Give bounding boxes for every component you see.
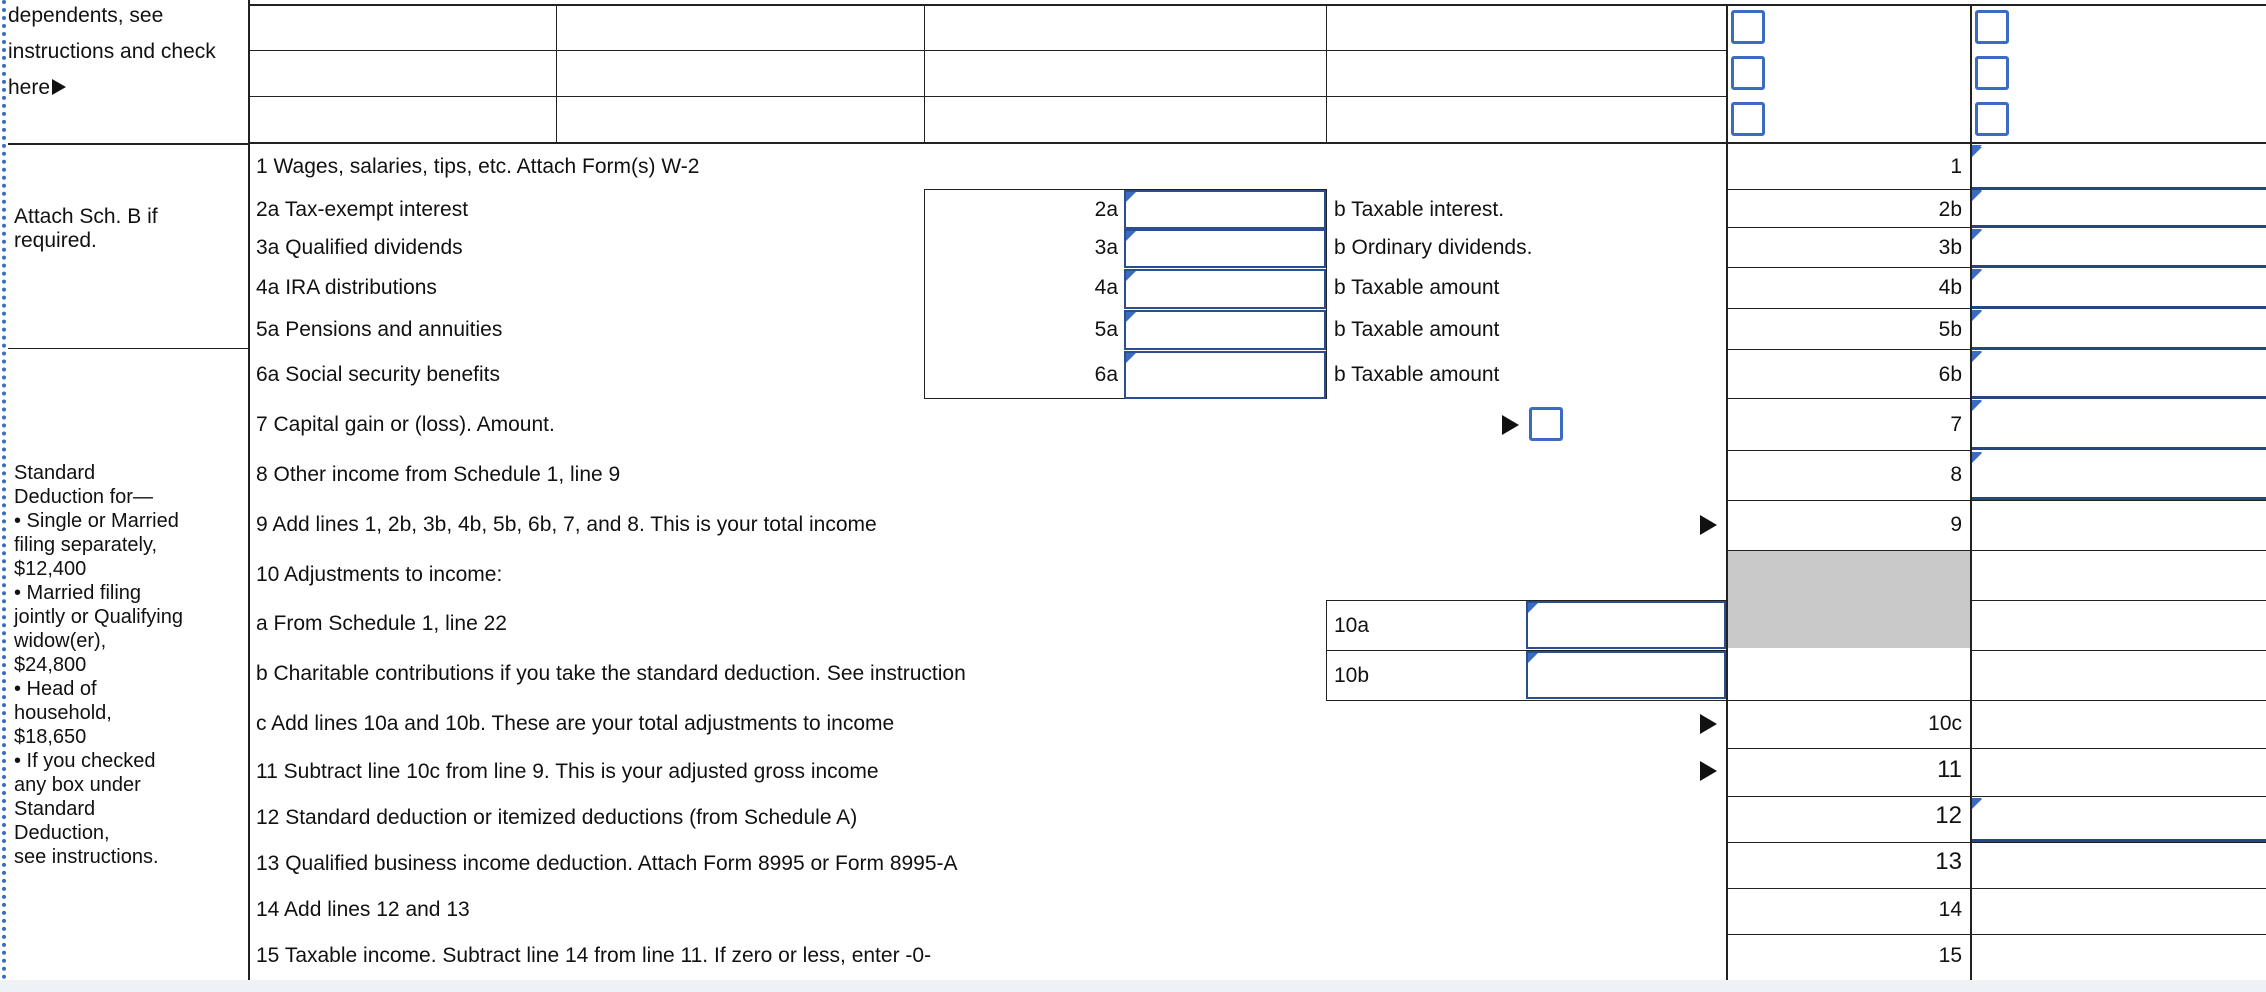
- line-9-label: 9 Add lines 1, 2b, 3b, 4b, 5b, 6b, 7, and 8. This is your total income: [256, 513, 877, 536]
- dependents-grid-col: [1726, 4, 1728, 142]
- row-line: [1726, 267, 1970, 268]
- line-7-number: 7: [1950, 413, 1962, 436]
- line-3a-amount-input[interactable]: [1124, 229, 1326, 268]
- line-8-number: 8: [1950, 463, 1962, 486]
- line-10a-label: a From Schedule 1, line 22: [256, 612, 507, 635]
- line-13-amount-field[interactable]: [1972, 844, 2266, 887]
- arrow-right-icon: [52, 79, 66, 95]
- line-7-amount-input[interactable]: [1972, 400, 2266, 450]
- line-10a-number: 10a: [1334, 614, 1370, 637]
- line-10a-amount-input[interactable]: [1526, 601, 1726, 649]
- std-ded-line: household,: [14, 702, 112, 724]
- dependents-note: [8, 0, 216, 106]
- row-line: [1726, 349, 1970, 350]
- line-6b-label: b Taxable amount: [1334, 363, 1500, 386]
- line-13-label: 13 Qualified business income deduction. Attach Form 8995 or Form 8995-A: [256, 852, 958, 875]
- line-9-amount-field[interactable]: [1972, 502, 2266, 549]
- line-2a-number: 2a: [1094, 198, 1118, 221]
- row-line: [1726, 842, 2266, 843]
- line-1-number: 1: [1950, 155, 1962, 178]
- line-5a-amount-input[interactable]: [1124, 310, 1326, 350]
- line-2b-amount-input[interactable]: [1972, 190, 2266, 228]
- line-1-amount-input[interactable]: [1972, 145, 2266, 190]
- line-10c-number: 10c: [1928, 712, 1962, 735]
- arrow-right-icon: [1700, 761, 1717, 781]
- line-2a-label: 2a Tax-exempt interest: [256, 198, 469, 221]
- dependent-other-credit-checkbox[interactable]: [1975, 56, 2009, 90]
- dependent-name-field[interactable]: [250, 6, 554, 48]
- line-5a-label: 5a Pensions and annuities: [256, 318, 503, 341]
- row-line: [1726, 227, 1970, 228]
- line-10-label: 10 Adjustments to income:: [256, 563, 503, 586]
- dependents-grid-line: [248, 96, 1728, 97]
- line-15-amount-field[interactable]: [1972, 936, 2266, 979]
- dependent-credit-checkbox[interactable]: [1731, 102, 1765, 136]
- dependent-other-credit-checkbox[interactable]: [1975, 102, 2009, 136]
- field-marker-icon: [1972, 270, 1982, 280]
- row-line: [1970, 650, 2266, 651]
- dependents-grid-col: [924, 4, 925, 142]
- std-ded-line: • If you checked: [14, 750, 156, 772]
- line-14-number: 14: [1938, 898, 1962, 921]
- attach-schedule-b-note: [14, 205, 158, 253]
- row-col: [1326, 189, 1327, 399]
- field-marker-icon: [1972, 352, 1982, 362]
- arrow-right-icon: [1700, 515, 1717, 535]
- dependent-credit-checkbox[interactable]: [1731, 56, 1765, 90]
- row-line: [1726, 700, 2266, 701]
- line-3b-label: b Ordinary dividends.: [1334, 236, 1533, 259]
- field-marker-icon: [1972, 191, 1982, 201]
- row-line: [1726, 500, 2266, 501]
- std-ded-line: see instructions.: [14, 846, 159, 868]
- line-15-label: 15 Taxable income. Subtract line 14 from line 11. If zero or less, enter -0-: [256, 944, 932, 967]
- line-6a-amount-input[interactable]: [1124, 351, 1326, 399]
- std-ded-line: • Single or Married: [14, 510, 179, 532]
- std-ded-line: Deduction for—: [14, 486, 153, 508]
- field-marker-icon: [1972, 311, 1982, 321]
- attach-note-line: Attach Sch. B if: [14, 205, 158, 228]
- line-14-amount-field[interactable]: [1972, 890, 2266, 933]
- line-10c-amount-field[interactable]: [1972, 702, 2266, 747]
- std-ded-line: Deduction,: [14, 822, 110, 844]
- line-8-amount-input[interactable]: [1972, 452, 2266, 500]
- line-12-number: 12: [1935, 802, 1962, 829]
- std-ded-line: $12,400: [14, 558, 87, 580]
- line-6b-number: 6b: [1938, 363, 1962, 386]
- line-4b-label: b Taxable amount: [1334, 276, 1500, 299]
- sidebar-border: [248, 0, 250, 980]
- line-5b-label: b Taxable amount: [1334, 318, 1500, 341]
- row-line: [1326, 700, 1726, 701]
- dependents-note-line: dependents, see: [8, 4, 164, 27]
- std-ded-line: • Head of: [14, 678, 97, 700]
- line-11-amount-field[interactable]: [1972, 750, 2266, 795]
- dependents-grid-col: [1970, 4, 1972, 142]
- line-4b-amount-input[interactable]: [1972, 269, 2266, 309]
- arrow-right-icon: [1502, 415, 1519, 435]
- field-marker-icon: [1972, 147, 1982, 157]
- dependent-credit-checkbox[interactable]: [1731, 10, 1765, 44]
- line-9-number: 9: [1950, 513, 1962, 536]
- line-10c-label: c Add lines 10a and 10b. These are your total adjustments to income: [256, 712, 895, 735]
- dependents-grid-line: [248, 50, 1728, 51]
- shaded-cell: [1728, 551, 1970, 648]
- line-10b-number: 10b: [1334, 664, 1370, 687]
- std-ded-line: Standard: [14, 462, 96, 484]
- std-ded-line: widow(er),: [14, 630, 107, 652]
- std-ded-line: • Married filing: [14, 582, 142, 604]
- arrow-right-icon: [1700, 714, 1717, 734]
- line-6a-label: 6a Social security benefits: [256, 363, 500, 386]
- std-ded-line: any box under: [14, 774, 141, 796]
- row-line: [1726, 796, 2266, 797]
- dependents-spacer: [1728, 6, 1729, 7]
- row-line: [1726, 398, 1970, 399]
- line-8-label: 8 Other income from Schedule 1, line 9: [256, 463, 621, 486]
- line-11-number: 11: [1937, 756, 1962, 783]
- row-line: [1726, 748, 2266, 749]
- std-ded-line: $24,800: [14, 654, 87, 676]
- line-15-number: 15: [1938, 944, 1962, 967]
- dependents-grid-line: [248, 142, 2266, 144]
- line-12-label: 12 Standard deduction or itemized deductions (from Schedule A): [256, 806, 858, 829]
- left-margin-dots: [2, 0, 6, 980]
- dependent-other-credit-checkbox[interactable]: [1975, 10, 2009, 44]
- line-5b-number: 5b: [1938, 318, 1962, 341]
- standard-deduction-note: [14, 461, 183, 869]
- line-2b-label: b Taxable interest.: [1334, 198, 1505, 221]
- line-12-amount-input[interactable]: [1972, 798, 2266, 842]
- line-11-label: 11 Subtract line 10c from line 9. This is your adjusted gross income: [256, 760, 879, 783]
- attach-note-line: required.: [14, 229, 97, 252]
- line-7-label: 7 Capital gain or (loss). Amount.: [256, 413, 555, 436]
- line-13-number: 13: [1935, 848, 1962, 875]
- row-line: [1726, 934, 2266, 935]
- dependents-note-line: here: [8, 70, 216, 106]
- std-ded-line: $18,650: [14, 726, 87, 748]
- line-3b-amount-input[interactable]: [1972, 229, 2266, 268]
- field-marker-icon: [1972, 230, 1982, 240]
- line-10b-label: b Charitable contributions if you take the standard deduction. See instruction: [256, 662, 966, 685]
- line-4a-label: 4a IRA distributions: [256, 276, 437, 299]
- line-1-label: 1 Wages, salaries, tips, etc. Attach Form(s) W-2: [256, 155, 700, 178]
- row-line: [1726, 888, 2266, 889]
- std-ded-line: filing separately,: [14, 534, 158, 556]
- line-7-not-required-checkbox[interactable]: [1529, 407, 1563, 441]
- line-10b-amount-input[interactable]: [1526, 651, 1726, 699]
- line-5b-amount-input[interactable]: [1972, 310, 2266, 350]
- dependent-name-field[interactable]: [250, 98, 554, 140]
- line-3b-number: 3b: [1938, 236, 1962, 259]
- row-col: [924, 189, 925, 399]
- line-4b-number: 4b: [1938, 276, 1962, 299]
- std-ded-line: Standard: [14, 798, 96, 820]
- line-3a-number: 3a: [1094, 236, 1118, 259]
- line-6a-number: 6a: [1094, 363, 1118, 386]
- line-3a-label: 3a Qualified dividends: [256, 236, 463, 259]
- line-14-label: 14 Add lines 12 and 13: [256, 898, 470, 921]
- sidebar-divider: [8, 348, 248, 349]
- row-line: [1970, 600, 2266, 601]
- field-marker-icon: [1972, 799, 1982, 809]
- line-4a-amount-input[interactable]: [1124, 269, 1326, 309]
- dependents-grid-col: [1326, 4, 1327, 142]
- field-marker-icon: [1972, 401, 1982, 411]
- dependents-note-line: instructions and check: [8, 40, 216, 63]
- line-5a-number: 5a: [1094, 318, 1118, 341]
- row-line: [1726, 308, 1970, 309]
- line-2a-amount-input[interactable]: [1124, 190, 1326, 229]
- sidebar-divider: [8, 143, 248, 145]
- line-2b-number: 2b: [1938, 198, 1962, 221]
- dependents-grid-col: [556, 4, 557, 142]
- row-col: [1326, 600, 1327, 700]
- line-4a-number: 4a: [1094, 276, 1118, 299]
- dependent-name-field[interactable]: [250, 52, 554, 94]
- line-6b-amount-input[interactable]: [1972, 351, 2266, 399]
- page-bottom-strip: [0, 980, 2266, 992]
- row-line: [1726, 450, 1970, 451]
- field-marker-icon: [1972, 453, 1982, 463]
- std-ded-line: jointly or Qualifying: [14, 606, 183, 628]
